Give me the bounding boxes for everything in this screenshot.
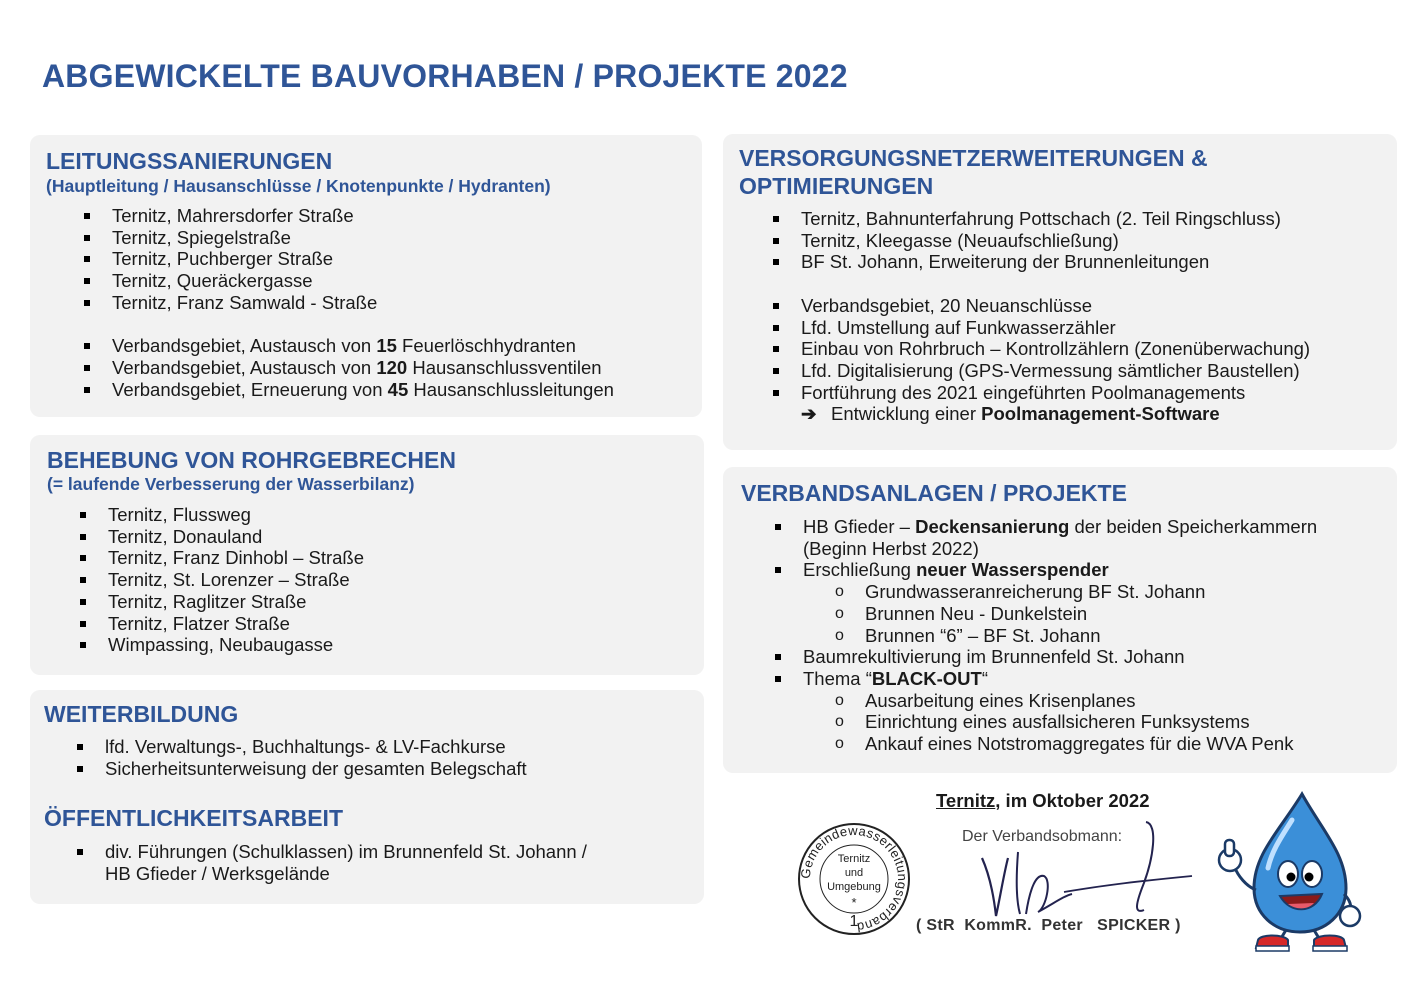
place-date: Ternitz, im Oktober 2022	[936, 790, 1150, 811]
list-item: Ternitz, Donauland	[47, 526, 687, 548]
svg-text:Ternitz: Ternitz	[837, 853, 871, 865]
list-item: Ternitz, St. Lorenzer – Straße	[47, 569, 687, 591]
list-item: Sicherheitsunterweisung der gesamten Belegschaft	[44, 758, 684, 780]
list-item: Wimpassing, Neubaugasse	[47, 634, 687, 656]
section-subheading: (= laufende Verbesserung der Wasserbilanz)	[47, 474, 415, 494]
arrow-right-icon: ➔	[801, 403, 817, 425]
section-heading: VERBANDSANLAGEN / PROJEKTE	[741, 480, 1127, 506]
list-item: BF St. Johann, Erweiterung der Brunnenleitungen	[739, 251, 1379, 273]
signatory-label: Der Verbandsobmann:	[962, 828, 1123, 845]
list-item: Thema “BLACK-OUT“	[741, 668, 1381, 690]
list-item: Verbandsgebiet, Erneuerung von 45 Hausanschlussleitungen	[46, 379, 686, 401]
page-title: ABGEWICKELTE BAUVORHABEN / PROJEKTE 2022	[42, 58, 848, 94]
water-drop-mascot-icon	[1210, 790, 1370, 955]
section-heading: WEITERBILDUNG	[44, 701, 239, 727]
section-heading: LEITUNGSSANIERUNGEN	[46, 148, 333, 174]
section-versorgungsnetz	[723, 134, 1397, 450]
list-item: Ternitz, Mahrersdorfer Straße	[46, 205, 686, 227]
sub-list	[741, 690, 1381, 755]
svg-text:Gemeindewasserleitungsverband: Gemeindewasserleitungsverband	[797, 822, 911, 936]
list-item: Verbandsgebiet, Austausch von 15 Feuerlöschhydranten	[46, 335, 686, 357]
list-item: Verbandsgebiet, 20 Neuanschlüsse	[739, 295, 1379, 317]
bullet-list	[44, 736, 684, 779]
list-item: HB Gfieder – Deckensanierung der beiden Speicherkammern	[741, 516, 1381, 538]
list-item: lfd. Verwaltungs-, Buchhaltungs- & LV-Fachkurse	[44, 736, 684, 758]
section-leitungssanierungen	[30, 135, 702, 417]
section-weiterbildung	[30, 690, 704, 904]
handwritten-signature	[960, 818, 1200, 928]
list-item: Baumrekultivierung im Brunnenfeld St. Johann	[741, 646, 1381, 668]
list-item: Ternitz, Bahnunterfahrung Pottschach (2. Teil Ringschluss)	[739, 208, 1379, 230]
bullet-list	[741, 646, 1381, 689]
section-verbandsanlagen	[723, 467, 1397, 773]
list-item-continuation: HB Gfieder / Werksgelände	[105, 862, 330, 884]
sub-list-item: o Brunnen Neu - Dunkelstein	[741, 603, 1381, 625]
list-item: Ternitz, Kleegasse (Neuaufschließung)	[739, 230, 1379, 252]
section-heading-oeffentlichkeitsarbeit: ÖFFENTLICHKEITSARBEIT	[44, 805, 343, 831]
svg-text:Umgebung: Umgebung	[827, 881, 881, 893]
sub-list-item: o Grundwasseranreicherung BF St. Johann	[741, 581, 1381, 603]
section-heading: BEHEBUNG VON ROHRGEBRECHEN	[47, 447, 456, 473]
list-item: Verbandsgebiet, Austausch von 120 Hausanschlussventilen	[46, 357, 686, 379]
signatory-name: ( StR KommR. Peter SPICKER )	[916, 917, 1181, 934]
association-seal	[795, 820, 913, 938]
list-item: Erschließung neuer Wasserspender	[741, 559, 1381, 581]
list-item: Lfd. Umstellung auf Funkwasserzähler	[739, 317, 1379, 339]
section-subheading: (Hauptleitung / Hausanschlüsse / Knotenpunkte / Hydranten)	[46, 176, 551, 196]
section-heading: VERSORGUNGSNETZERWEITERUNGEN & OPTIMIERUNGEN	[739, 145, 1208, 199]
bullet-list	[741, 516, 1381, 581]
sub-list-item: o Ankauf eines Notstromaggregates für die WVA Penk	[741, 733, 1381, 755]
svg-text:1: 1	[849, 913, 859, 930]
list-item: Ternitz, Flussweg	[47, 504, 687, 526]
bullet-list	[46, 205, 686, 400]
section-rohrgebrechen	[30, 435, 704, 675]
list-item: Ternitz, Raglitzer Straße	[47, 591, 687, 613]
svg-text:*: *	[851, 895, 857, 910]
list-item: Einbau von Rohrbruch – Kontrollzählern (Zonenüberwachung)	[739, 338, 1379, 360]
list-item: div. Führungen (Schulklassen) im Brunnenfeld St. Johann /	[44, 841, 684, 863]
list-item: Ternitz, Queräckergasse	[46, 270, 686, 292]
list-item: Ternitz, Puchberger Straße	[46, 248, 686, 270]
bullet-list	[44, 841, 684, 884]
svg-text:und: und	[844, 867, 864, 879]
sub-list-item: o Einrichtung eines ausfallsicheren Funksystems	[741, 711, 1381, 733]
sub-list-item: o Brunnen “6” – BF St. Johann	[741, 625, 1381, 647]
list-item: Ternitz, Franz Samwald - Straße	[46, 292, 686, 314]
sub-list	[741, 581, 1381, 646]
bullet-list	[739, 208, 1379, 425]
list-item: Lfd. Digitalisierung (GPS-Vermessung sämtlicher Baustellen)	[739, 360, 1379, 382]
list-item: Ternitz, Franz Dinhobl – Straße	[47, 547, 687, 569]
list-item: Ternitz, Spiegelstraße	[46, 227, 686, 249]
sub-list-item: o Ausarbeitung eines Krisenplanes	[741, 690, 1381, 712]
bullet-list	[47, 504, 687, 656]
list-item: Ternitz, Flatzer Straße	[47, 613, 687, 635]
list-item: Fortführung des 2021 eingeführten Poolmanagements	[739, 382, 1379, 404]
list-item-arrow: ➔ Entwicklung einer Poolmanagement-Software	[801, 403, 1220, 425]
list-item-continuation: (Beginn Herbst 2022)	[803, 537, 979, 559]
